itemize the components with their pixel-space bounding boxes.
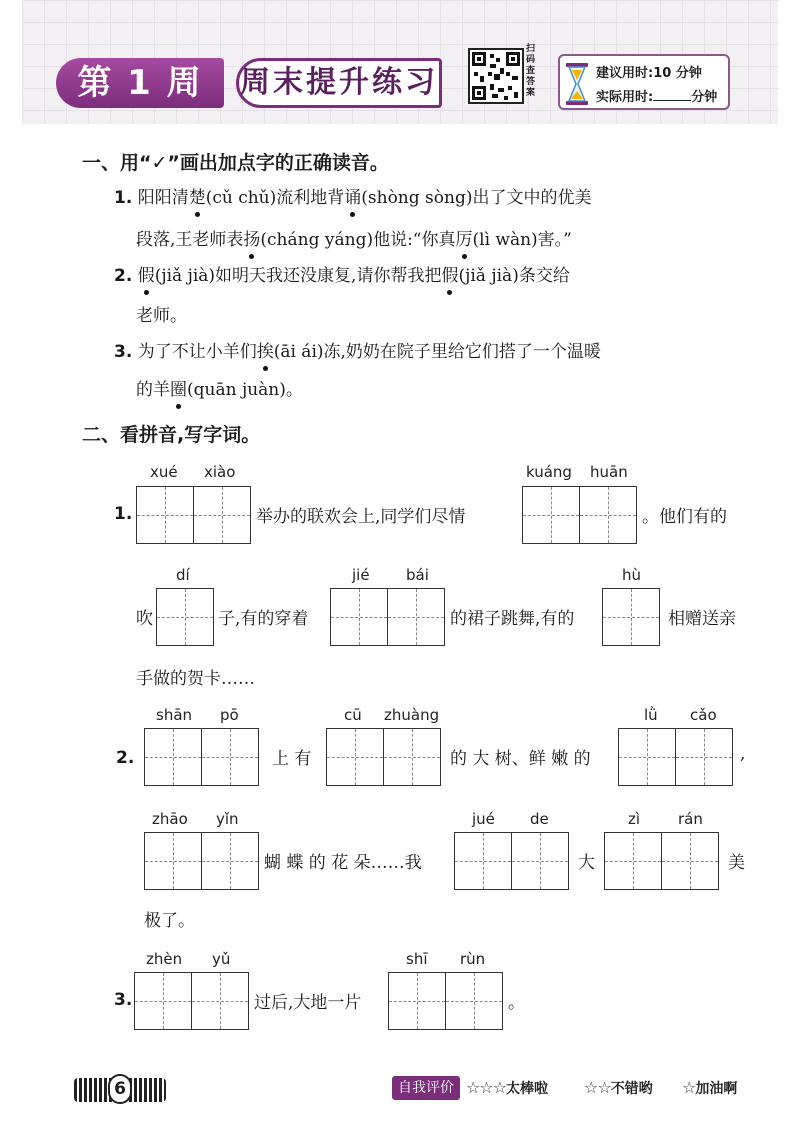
writing-box[interactable] (144, 728, 202, 786)
writing-box[interactable] (387, 588, 445, 646)
writing-box[interactable] (201, 728, 259, 786)
pinyin: kuáng (526, 463, 572, 481)
star-icon: ☆ (682, 1078, 696, 1097)
pinyin: cū (344, 706, 362, 724)
actual-time-suffix: 分钟 (691, 90, 718, 105)
writing-box[interactable] (330, 588, 388, 646)
writing-box[interactable] (675, 728, 733, 786)
time-box (558, 54, 730, 110)
pinyin: jué (472, 810, 495, 828)
pinyin: rán (678, 810, 703, 828)
week-badge: 第 1 周 (56, 58, 224, 108)
star-icon: ☆☆☆ (466, 1078, 507, 1097)
writing-box[interactable] (579, 486, 637, 544)
writing-box[interactable] (191, 972, 249, 1030)
pinyin: zhāo (152, 810, 188, 828)
s1-q1-line2 (136, 228, 572, 252)
actual-time (596, 86, 717, 105)
writing-box[interactable] (136, 486, 194, 544)
dotted-char: 假 (441, 266, 459, 286)
text: (lì wàn)害。” (472, 230, 572, 250)
writing-box[interactable] (511, 832, 569, 890)
writing-box[interactable] (445, 972, 503, 1030)
pinyin: xué (150, 463, 178, 481)
s2-q2-text1: 上 有 (272, 749, 312, 769)
pinyin: shī (406, 950, 428, 968)
pinyin: pō (220, 706, 239, 724)
writing-box[interactable] (156, 588, 214, 646)
pinyin: zhuàng (384, 706, 440, 724)
header-banner (22, 0, 778, 124)
suggested-time: 建议用时:10 分钟 (596, 66, 702, 81)
rating-1[interactable] (682, 1078, 737, 1098)
pinyin: jié (352, 566, 370, 584)
rating-2[interactable] (584, 1078, 653, 1098)
text: 为了不让小羊们 (137, 342, 257, 362)
s1-q1-line1 (114, 186, 591, 210)
s1-q3-line1 (114, 340, 601, 364)
pinyin: xiào (204, 463, 236, 481)
s2-q1-text3: 吹 (136, 609, 153, 629)
dotted-char: 楚 (188, 188, 206, 208)
s1-q3-num: 3. (114, 342, 133, 362)
text: (jiǎ jià)如明天我还没康复,请你帮我把 (154, 266, 442, 286)
self-eval-label: 自我评价 (392, 1076, 460, 1100)
s2-q2-text3: , (740, 744, 746, 764)
s2-q1-text6: 相赠送亲 (668, 609, 736, 629)
s2-q2-text6: 美 (728, 853, 745, 873)
s1-q1-num: 1. (114, 188, 133, 208)
s2-q2-text4: 蝴 蝶 的 花 朵……我 (264, 853, 422, 873)
text: (jiǎ jià)条交给 (458, 266, 570, 286)
text: (shòng sòng)出了文中的优美 (361, 188, 592, 208)
writing-box[interactable] (604, 832, 662, 890)
pinyin: yǔ (212, 950, 231, 968)
writing-box[interactable] (661, 832, 719, 890)
s2-q2-num: 2. (116, 748, 135, 768)
dotted-char: 扬 (243, 230, 261, 250)
rating-label: 不错哟 (610, 1081, 653, 1097)
dotted-char: 挨 (256, 342, 274, 362)
pinyin: lǜ (644, 706, 658, 724)
actual-time-blank[interactable] (653, 89, 691, 101)
s2-q3-num: 3. (114, 990, 133, 1010)
writing-box[interactable] (618, 728, 676, 786)
s1-q2-line1 (114, 264, 570, 288)
s2-q1-num: 1. (114, 504, 133, 524)
star-icon: ☆☆ (584, 1078, 611, 1097)
page-number: 6 (108, 1074, 132, 1104)
text: (āi ái)冻,奶奶在院子里给它们搭了一个温暖 (273, 342, 601, 362)
text: (cháng yáng)他说:“你真 (260, 230, 456, 250)
writing-box[interactable] (388, 972, 446, 1030)
writing-box[interactable] (602, 588, 660, 646)
s2-q1-text1: 举办的联欢会上,同学们尽情 (256, 507, 466, 527)
text: (quān juàn)。 (187, 380, 303, 400)
pinyin: zì (628, 810, 641, 828)
rating-label: 加油啊 (695, 1081, 738, 1097)
dotted-char: 假 (137, 266, 155, 286)
s1-q3-line2 (136, 378, 303, 402)
s2-q2-text5: 大 (578, 853, 595, 873)
s2-q3-text2: 。 (508, 993, 525, 1013)
pinyin: de (530, 810, 549, 828)
pinyin: cǎo (690, 706, 717, 724)
text: 阳阳清 (137, 188, 189, 208)
writing-box[interactable] (144, 832, 202, 890)
s2-q1-text4: 子,有的穿着 (218, 609, 309, 629)
pinyin: hù (622, 566, 642, 584)
rating-label: 太棒啦 (506, 1081, 549, 1097)
writing-box[interactable] (326, 728, 384, 786)
dotted-char: 厉 (455, 230, 473, 250)
pinyin: dí (176, 566, 190, 584)
text: (cǔ chǔ)流利地背 (205, 188, 345, 208)
pinyin: huān (590, 463, 628, 481)
rating-3[interactable] (466, 1078, 548, 1098)
writing-box[interactable] (522, 486, 580, 544)
dotted-char: 诵 (344, 188, 362, 208)
s2-q1-text7: 手做的贺卡…… (136, 669, 255, 689)
qr-code-icon[interactable] (468, 48, 524, 104)
s1-q2-line2: 老师。 (136, 306, 187, 326)
writing-box[interactable] (201, 832, 259, 890)
writing-box[interactable] (134, 972, 192, 1030)
writing-box[interactable] (193, 486, 251, 544)
dotted-char: 圈 (170, 380, 187, 400)
section-2-title: 二、看拼音,写字词。 (82, 424, 261, 446)
pinyin: shān (156, 706, 193, 724)
s1-q2-num: 2. (114, 266, 133, 286)
s2-q2-text2: 的 大 树、鲜 嫩 的 (450, 749, 591, 769)
actual-time-prefix: 实际用时: (596, 90, 654, 105)
pinyin: bái (406, 566, 429, 584)
section-1-title: 一、用“✓”画出加点字的正确读音。 (82, 152, 389, 174)
writing-box[interactable] (383, 728, 441, 786)
s2-q2-text7: 极了。 (144, 911, 195, 931)
text: 的羊 (136, 380, 170, 400)
pinyin: rùn (460, 950, 486, 968)
page-title: 周末提升练习 (236, 58, 442, 108)
s2-q1-text2: 。他们有的 (642, 507, 727, 527)
pinyin: yǐn (216, 810, 239, 828)
qr-label: 扫码查答案 (526, 44, 536, 98)
pinyin: zhèn (146, 950, 183, 968)
text: 段落,王老师表 (136, 230, 244, 250)
hourglass-icon (564, 62, 590, 106)
s2-q3-text1: 过后,大地一片 (254, 993, 362, 1013)
writing-box[interactable] (454, 832, 512, 890)
s2-q1-text5: 的裙子跳舞,有的 (450, 609, 575, 629)
